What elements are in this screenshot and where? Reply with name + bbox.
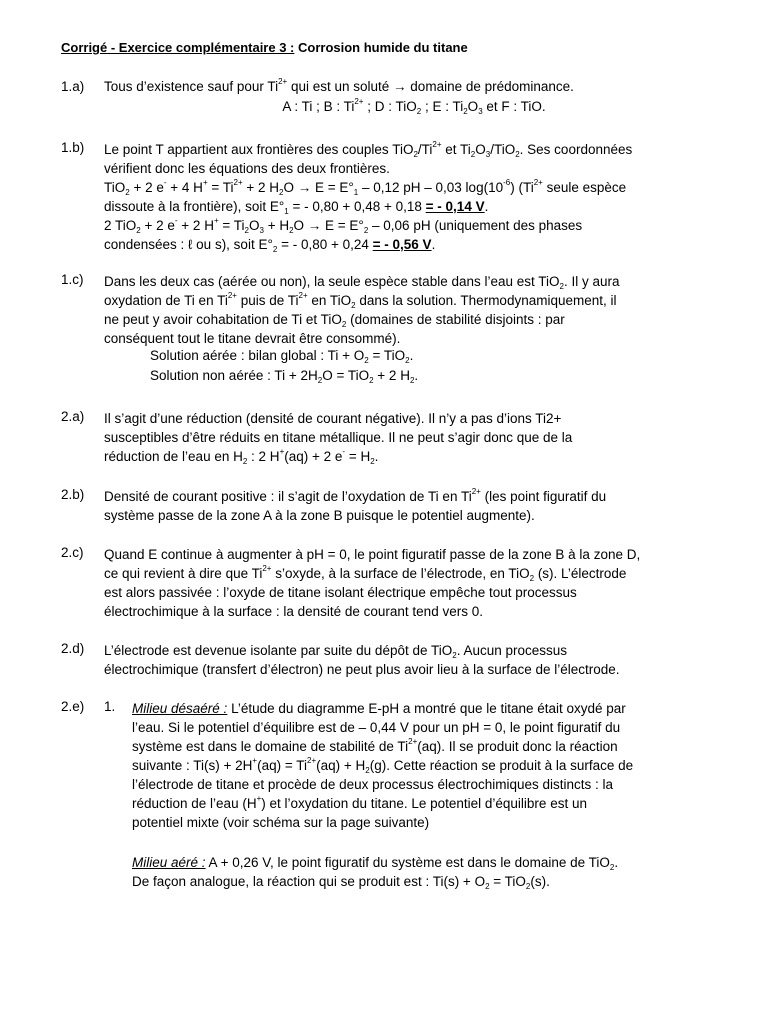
s2c-paragraph: Quand E continue à augmenter à pH = 0, le point figuratif passe de la zone B à la zone D, ce qui revient à dire que $Ti^{2+}$ s’oxyde, à la surface de l’électrode, en TiO$_2$ (s). L’électrode est alors passivée : l’oxyde de titane isolant électrique empêche tout processus électrochimique à la surface : la densité de courant tend vers 0. — [104, 547, 641, 619]
result-e2: = - 0,56 V — [372, 237, 432, 252]
s2e-item-number: 1. — [104, 699, 116, 714]
result-e1: = - 0,14 V — [425, 199, 485, 214]
section-number-1c: 1.c) — [61, 272, 84, 287]
document-title — [61, 40, 468, 55]
section-number-1b: 1.b) — [61, 140, 85, 155]
s2d-paragraph: L’électrode est devenue isolante par suite du dépôt de TiO$_2$. Aucun processus électrochimique (transfert d’électron) ne peut plus avoir lieu à la surface de l’électrode. — [104, 643, 620, 677]
title-subject: Corrosion humide du titane — [298, 40, 468, 55]
s1c-aerated: Solution aérée : bilan global : $Ti + O_2 = TiO_2$. — [150, 348, 414, 365]
section-number-2b: 2.b) — [61, 487, 85, 502]
section-number-2d: 2.d) — [61, 641, 85, 656]
section-number-2a: 2.a) — [61, 409, 85, 424]
section-number-2e: 2.e) — [61, 699, 85, 714]
s2a-paragraph: Il s’agit d’une réduction (densité de courant négative). Il n’y a pas d’ions Ti2+ susceptibles d’être réduits en titane métallique. Il ne peut s’agir donc que de la réduction de l’eau en $H_2$ : 2 H+(aq) + 2 $e^- = H_2$. — [104, 411, 573, 466]
s1c-non-aerated: Solution non aérée : $Ti + 2H_2O = TiO_2 + 2$ $H_2$. — [150, 368, 419, 385]
s1b-paragraph: Le point T appartient aux frontières des couples $TiO_2/Ti^{2+}$ et $Ti_2O_3/TiO_2$. Ses coordonnées vérifient donc les équations des deux frontières. TiO$_2$ + 2 e- + 4 $H^+ = Ti^{2+} + 2$ $H_2O \to E = E^\circ_1 - 0,12$ pH – 0,03 $\log(10^{-6})$ ($Ti^{2+}$ seule espèce dissoute à la frontière), soit $E^\circ_1$ = - 0,80 + 0,48 + 0,18 = - 0,14 V. 2 TiO$_2$ + 2 e- + 2 $H^+ = Ti_2O_3 + H_2O \to E = E^\circ_2 - 0,06$ pH (uniquement des phases condensées : ℓ ou s), soit $E^\circ_2$ = - 0,80 + 0,24 = - 0,56 V. — [104, 140, 633, 254]
section-number-2c: 2.c) — [61, 545, 84, 560]
s2e-paragraph-aerated: Milieu aéré : A + 0,26 V, le point figuratif du système est dans le domaine de TiO$_2$. De façon analogue, la réaction qui se produit est : $Ti(s) + O_2 = TiO_2(s)$. — [132, 855, 619, 891]
s1c-paragraph: Dans les deux cas (aérée ou non), la seule espèce stable dans l’eau est TiO$_2$. Il y aura oxydation de Ti en $Ti^{2+}$ puis de $Ti^{2+}$ en TiO$_2$ dans la solution. Thermodynamiquement, il ne peut y avoir cohabitation de Ti et TiO$_2$ (domaines de stabilité disjoints : par conséquent tout le titane devrait être consommé). — [104, 274, 620, 346]
heading-deaerated: Milieu désaéré : — [132, 701, 228, 716]
s1a-line-2: A : Ti ; B : $Ti^{2+}$ ; D : TiO$_2$ ; E : $Ti_2O_3$ et F : TiO. — [282, 97, 546, 116]
s2e-paragraph-deaerated: Milieu désaéré : L’étude du diagramme E-pH a montré que le titane était oxydé par l’eau. Si le potentiel d’équilibre est de – 0,44 V pour un pH = 0, le point figuratif du système est dans le domaine de stabilité de $Ti^{2+}(aq)$. Il se produit donc la réaction suivante : $Ti(s) + 2H^+(aq) = Ti^{2+}(aq) + H_2(g)$. Cette réaction se produit à la surface de l’électrode de titane et procède de deux processus électrochimiques distincts : la réduction de l’eau (H+) et l’oxydation du titane. Le potentiel d’équilibre est un potentiel mixte (voir schéma sur la page suivante) — [132, 701, 634, 830]
heading-aerated: Milieu aéré : — [132, 855, 206, 870]
s1a-line-1: Tous d’existence sauf pour $Ti^{2+}$ qui est un soluté → domaine de prédominance. — [104, 77, 574, 94]
title-label: Corrigé - Exercice complémentaire 3 : — [61, 40, 295, 55]
section-number-1a: 1.a) — [61, 79, 85, 94]
s2b-paragraph: Densité de courant positive : il s’agit de l’oxydation de Ti en $Ti^{2+}$ (les point figuratif du système passe de la zone A à la zone B puisque le potentiel augmente). — [104, 487, 607, 523]
